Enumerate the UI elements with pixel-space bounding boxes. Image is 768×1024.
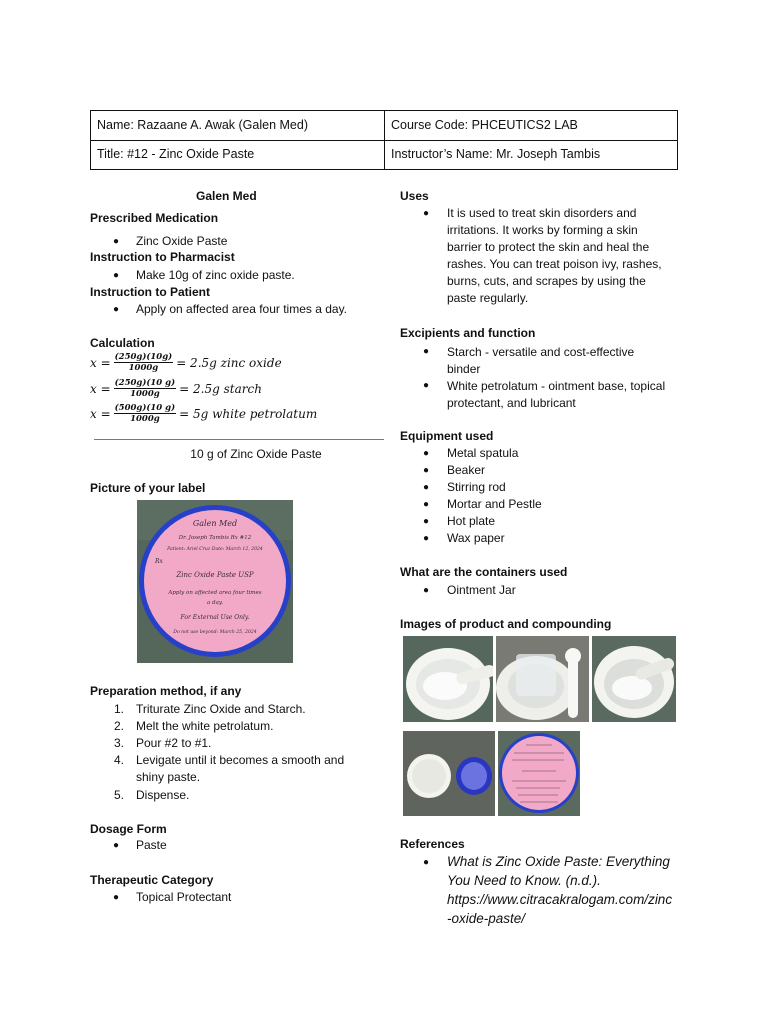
bullet: ● [423, 499, 430, 510]
bullet: ● [423, 208, 430, 219]
label-line: Rx [155, 558, 163, 565]
prep-step: Dispense. [136, 788, 190, 802]
uses-heading: Uses [400, 189, 429, 203]
equipment-item: Beaker [447, 463, 486, 477]
label-line: a day. [207, 600, 223, 606]
calc-result: = 2.5g zinc oxide [176, 355, 282, 370]
student-name: Name: Razaane A. Awak (Galen Med) [91, 111, 385, 140]
compounding-photo-mortar-1 [403, 636, 493, 722]
reference-entry [447, 852, 682, 928]
excipient-white-petrolatum [447, 378, 665, 412]
bullet: ● [423, 533, 430, 544]
equipment-item: Wax paper [447, 531, 505, 545]
prep-step-number: 3. [114, 736, 125, 750]
report-title: Title: #12 - Zinc Oxide Paste [91, 140, 385, 169]
calc-denominator: 1000g [130, 389, 160, 399]
bullet: ● [423, 380, 430, 391]
bullet: ● [113, 304, 120, 315]
uses-line: irritations. It works by forming a skin [447, 223, 638, 237]
calc-var: x = [90, 381, 111, 396]
equipment-item: Mortar and Pestle [447, 497, 542, 511]
pharmacist-item: Make 10g of zinc oxide paste. [136, 268, 295, 282]
excipient-starch [447, 344, 634, 378]
prep-heading: Preparation method, if any [90, 684, 242, 698]
prep-step-continued: shiny paste. [136, 770, 201, 784]
calc-numerator: (250g)(10 g) [114, 378, 176, 388]
label-line: Dr. Joseph Tambis Rx #12 [178, 535, 252, 541]
bullet: ● [423, 448, 430, 459]
uses-line: paste regularly. [447, 291, 529, 305]
equipment-item: Hot plate [447, 514, 496, 528]
equipment-item: Stirring rod [447, 480, 506, 494]
calc-var: x = [90, 406, 111, 421]
bullet: ● [423, 346, 430, 357]
prep-step-number: 4. [114, 753, 125, 767]
calc-fraction [114, 403, 177, 424]
reference-link[interactable]: https://www.citracakralogam.com/zinc [447, 892, 673, 907]
patient-item: Apply on affected area four times a day. [136, 302, 348, 316]
course-code: Course Code: PHCEUTICS2 LAB [391, 118, 578, 132]
dosage-item: Paste [136, 838, 167, 852]
compounding-photo-mortar-2 [592, 636, 676, 722]
excipient-line: Starch - versatile and cost-effective [447, 345, 635, 359]
prescribed-heading: Prescribed Medication [90, 211, 219, 225]
bullet: ● [113, 892, 120, 903]
excipients-heading: Excipients and function [400, 326, 536, 340]
header-table [90, 110, 678, 170]
prep-step: Pour #2 to #1. [136, 736, 212, 750]
label-line: Apply on affected area four times [168, 590, 262, 596]
calc-denominator: 1000g [130, 414, 160, 424]
label-photo [137, 500, 293, 663]
dosage-heading: Dosage Form [90, 822, 167, 836]
company-heading: Galen Med [196, 189, 257, 203]
equipment-heading: Equipment used [400, 429, 494, 443]
therapeutic-item: Topical Protectant [136, 890, 232, 904]
sum-line [94, 439, 384, 440]
bullet: ● [113, 236, 120, 247]
product-photo-label [498, 731, 580, 816]
prep-step-number: 1. [114, 702, 125, 716]
calc-numerator: (250g)(10g) [114, 352, 173, 362]
containers-item: Ointment Jar [447, 583, 516, 597]
calc-fraction [114, 352, 174, 373]
prescribed-item: Zinc Oxide Paste [136, 234, 228, 248]
patient-heading: Instruction to Patient [90, 285, 210, 299]
containers-heading: What are the containers used [400, 565, 568, 579]
equipment-item: Metal spatula [447, 446, 519, 460]
calc-result: = 5g white petrolatum [179, 406, 318, 421]
uses-line: It is used to treat skin disorders and [447, 206, 637, 220]
prep-step-number: 5. [114, 788, 125, 802]
bullet: ● [423, 585, 430, 596]
calc-denominator: 1000g [128, 363, 159, 373]
uses-line: barrier to protect the skin and heal the [447, 240, 650, 254]
uses-line: rashes. You can treat poison ivy, rashes, [447, 257, 662, 271]
calc-zinc-oxide [90, 352, 282, 373]
calc-fraction [114, 378, 177, 399]
calc-var: x = [90, 355, 111, 370]
label-line: Patient: Ariel Cruz Date: March 12, 2024 [167, 547, 263, 552]
prep-step-number: 2. [114, 719, 125, 733]
uses-text [447, 205, 677, 307]
bullet: ● [423, 516, 430, 527]
label-line: Do not use beyond: March 25, 2024 [173, 630, 257, 635]
bullet: ● [423, 465, 430, 476]
calc-numerator: (500g)(10 g) [114, 403, 176, 413]
calculation-heading: Calculation [90, 336, 155, 350]
reference-link[interactable]: -oxide-paste/ [447, 911, 526, 926]
header-row-1 [91, 111, 677, 141]
references-heading: References [400, 837, 465, 851]
label-heading: Picture of your label [90, 481, 206, 495]
bullet: ● [423, 857, 430, 868]
prep-step: Levigate until it becomes a smooth and [136, 753, 345, 767]
excipient-line: protectant, and lubricant [447, 396, 576, 410]
bullet: ● [423, 482, 430, 493]
calc-white-petrolatum [90, 403, 317, 424]
label-line: Galen Med [192, 519, 238, 528]
images-heading: Images of product and compounding [400, 617, 612, 631]
uses-line: burns, cuts, and scrapes by using the [447, 274, 646, 288]
excipient-line: binder [447, 362, 481, 376]
prep-step: Melt the white petrolatum. [136, 719, 274, 733]
pharmacist-heading: Instruction to Pharmacist [90, 250, 235, 264]
prep-step: Triturate Zinc Oxide and Starch. [136, 702, 306, 716]
calc-starch [90, 378, 262, 399]
calc-result: = 2.5g starch [179, 381, 262, 396]
bullet: ● [113, 840, 120, 851]
reference-line: You Need to Know. (n.d.). [447, 873, 601, 888]
total-amount: 10 g of Zinc Oxide Paste [190, 447, 322, 461]
label-line: For External Use Only. [180, 614, 250, 621]
therapeutic-heading: Therapeutic Category [90, 873, 214, 887]
header-row-2 [91, 140, 677, 169]
reference-line: What is Zinc Oxide Paste: Everything [447, 854, 670, 869]
bullet: ● [113, 270, 120, 281]
excipient-line: White petrolatum - ointment base, topical [447, 379, 666, 393]
label-line: Zinc Oxide Paste USP [176, 571, 254, 579]
instructor-name: Instructor’s Name: Mr. Joseph Tambis [391, 147, 601, 161]
compounding-photo-beaker [496, 636, 589, 722]
product-photo-jar [403, 731, 495, 816]
